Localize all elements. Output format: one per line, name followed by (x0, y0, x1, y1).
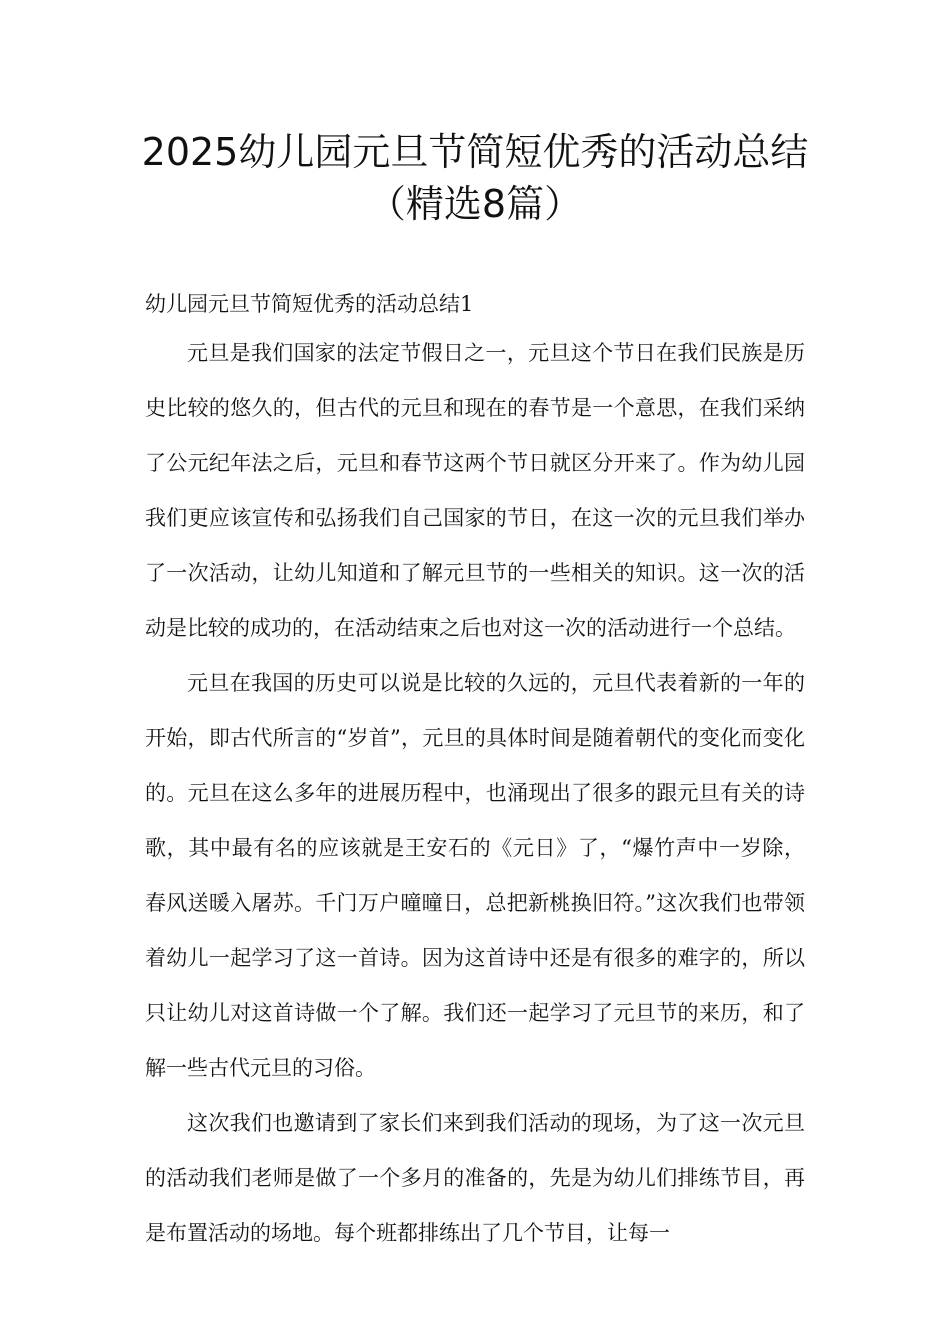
document-body (145, 282, 805, 1261)
paragraph-2: 元旦在我国的历史可以说是比较的久远的，元旦代表着新的一年的开始，即古代所言的“岁首”，元旦的具体时间是随着朝代的变化而变化的。元旦在这么多年的进展历程中，也涌现出了很多的跟元旦有关的诗歌，其中最有名的应该就是王安石的《元日》了，“爆竹声中一岁除，春风送暖入屠苏。千门万户曈曈日，总把新桃换旧符。”这次我们也带领着幼儿一起学习了这一首诗。因为这首诗中还是有很多的难字的，所以只让幼儿对这首诗做一个了解。我们还一起学习了元旦节的来历，和了解一些古代元旦的习俗。 (145, 671, 805, 1080)
paragraph-3: 这次我们也邀请到了家长们来到我们活动的现场，为了这一次元旦的活动我们老师是做了一个多月的准备的，先是为幼儿们排练节目，再是布置活动的场地。每个班都排练出了几个节目，让每一 (145, 1111, 805, 1245)
document-title-line-1: 2025幼儿园元旦节简短优秀的活动总结 (141, 130, 809, 174)
paragraph-1: 元旦是我们国家的法定节假日之一，元旦这个节日在我们民族是历史比较的悠久的，但古代的元旦和现在的春节是一个意思，在我们采纳了公元纪年法之后，元旦和春节这两个节日就区分开来了。作为幼儿园我们更应该宣传和弘扬我们自己国家的节日，在这一次的元旦我们举办了一次活动，让幼儿知道和了解元旦节的一些相关的知识。这一次的活动是比较的成功的，在活动结束之后也对这一次的活动进行一个总结。 (145, 341, 805, 640)
document-title-line-2: （精选8篇） (367, 182, 583, 226)
section-heading: 幼儿园元旦节简短优秀的活动总结1 (145, 292, 474, 316)
